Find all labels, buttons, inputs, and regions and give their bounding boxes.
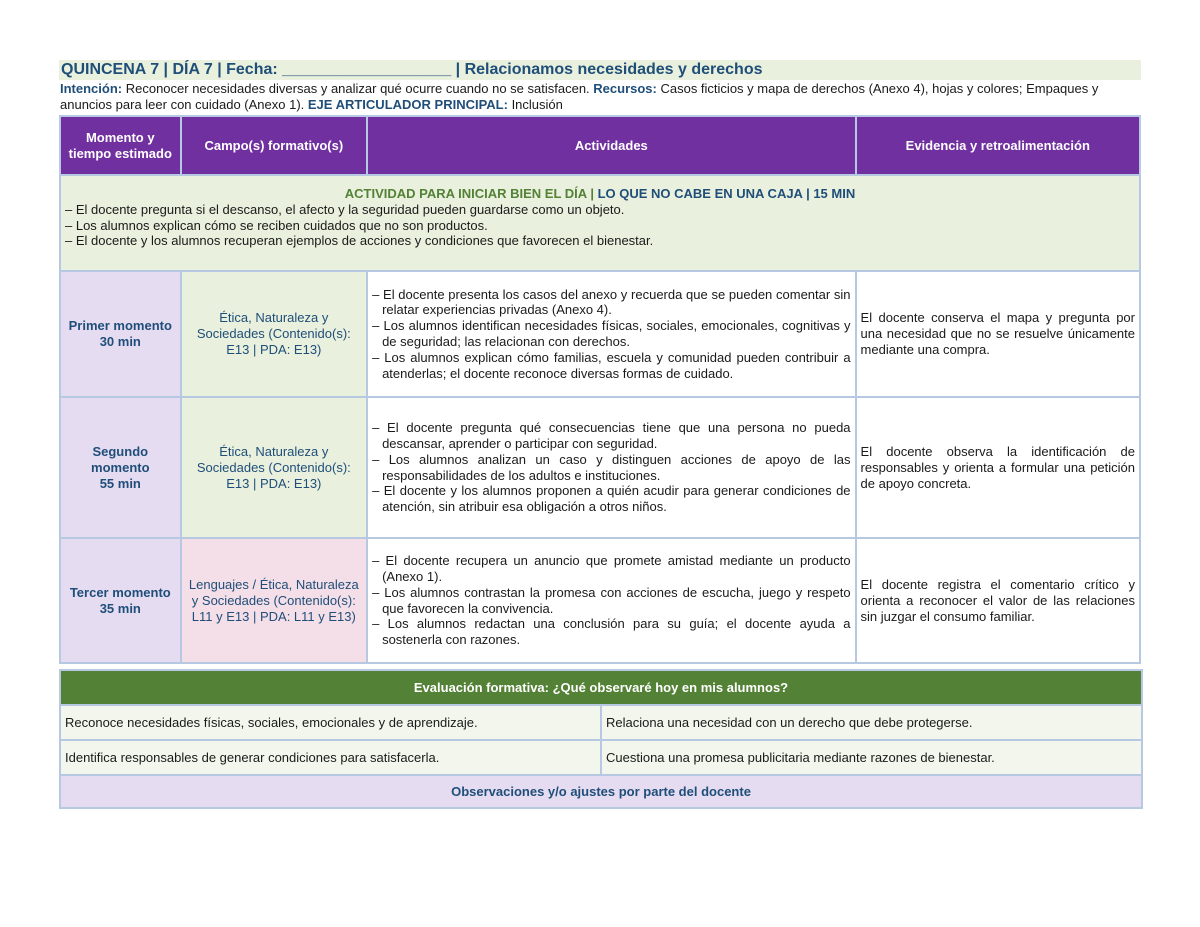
start-activity-name: LO QUE NO CABE EN UNA CAJA | 15 MIN	[597, 186, 856, 201]
table-row	[60, 705, 1142, 740]
intent-paragraph	[59, 80, 1141, 115]
campo-cell: Ética, Naturaleza y Sociedades (Contenido(s): E13 | PDA: E13)	[181, 397, 368, 538]
evaluation-table	[59, 669, 1143, 809]
start-activity-line: – El docente y los alumnos recuperan ejemplos de acciones y condiciones que favorecen el bienestar.	[65, 233, 654, 248]
activity-item: – Los alumnos redactan una conclusión para su guía; el docente ayuda a sostenerla con razones.	[372, 616, 851, 648]
lesson-plan-page	[59, 60, 1141, 809]
moment-name: Primer momento	[68, 318, 172, 333]
activity-item: – Los alumnos contrastan la promesa con acciones de escucha, juego y respeto que favorecen la convivencia.	[372, 584, 851, 616]
resources-label: Recursos:	[593, 81, 657, 96]
activity-item: – El docente pregunta qué consecuencias tiene que una persona no pueda descansar, aprender o participar con seguridad.	[372, 420, 851, 451]
resources-text: Casos ficticios y mapa de derechos (Anexo 4), hojas y colores; Empaques y anuncios para leer con cuidado (Anexo 1).	[60, 81, 1099, 112]
moment-cell	[60, 271, 181, 397]
start-activity-line: – Los alumnos explican cómo se reciben cuidados que no son productos.	[65, 217, 488, 233]
axis-text: Inclusión	[507, 97, 563, 112]
column-header-moment: Momento y tiempo estimado	[60, 116, 181, 175]
moment-time: 30 min	[99, 334, 141, 349]
activities-cell	[367, 271, 855, 397]
moment-name: Tercer momento	[69, 584, 171, 600]
plan-header-row	[60, 116, 1140, 175]
moment-time: 35 min	[99, 600, 141, 616]
evidence-cell: El docente observa la identificación de responsables y orienta a formular una petición de apoyo concreta.	[856, 397, 1140, 538]
observations-heading: Observaciones y/o ajustes por parte del docente	[60, 775, 1142, 808]
start-activity-label: ACTIVIDAD PARA INICIAR BIEN EL DÍA |	[344, 186, 598, 201]
evaluation-item: Identifica responsables de generar condiciones para satisfacerla.	[60, 740, 601, 775]
moment-cell	[60, 397, 181, 538]
activity-item: – Los alumnos identifican necesidades físicas, sociales, emocionales, cognitivas y de seguridad; las relacionan con derechos.	[372, 318, 851, 349]
activity-item: – Los alumnos explican cómo familias, escuela y comunidad pueden contribuir a atenderlas; el docente reconoce diversas formas de cuidado.	[372, 349, 851, 381]
table-row	[60, 538, 1140, 663]
activity-item: – El docente recupera un anuncio que promete amistad mediante un producto (Anexo 1).	[372, 553, 851, 584]
evidence-cell: El docente registra el comentario crítico y orienta a reconocer el valor de las relaciones sin juzgar el consumo familiar.	[856, 538, 1140, 663]
activities-cell	[367, 397, 855, 538]
activities-cell	[367, 538, 855, 663]
evaluation-item: Relaciona una necesidad con un derecho que debe protegerse.	[601, 705, 1142, 740]
campo-cell: Lenguajes / Ética, Naturaleza y Sociedades (Contenido(s): L11 y E13 | PDA: L11 y E13)	[181, 538, 368, 663]
evaluation-item: Reconoce necesidades físicas, sociales, emocionales y de aprendizaje.	[60, 705, 601, 740]
intent-label: Intención:	[60, 81, 123, 96]
evaluation-title: Evaluación formativa: ¿Qué observaré hoy en mis alumnos?	[60, 670, 1142, 705]
intent-text: Reconocer necesidades diversas y analizar qué ocurre cuando no se satisfacen.	[122, 81, 594, 96]
activity-item: – Los alumnos analizan un caso y distinguen acciones de apoyo de las responsabilidades de los adultos e instituciones.	[372, 451, 851, 483]
start-activity-heading	[65, 186, 1135, 202]
moment-name: Segundo momento	[91, 443, 150, 475]
column-header-campo: Campo(s) formativo(s)	[181, 116, 368, 175]
plan-table	[59, 115, 1141, 664]
observations-row	[60, 775, 1142, 808]
evidence-cell: El docente conserva el mapa y pregunta por una necesidad que no se resuelve únicamente mediante una compra.	[856, 271, 1140, 397]
table-row	[60, 740, 1142, 775]
column-header-evidence: Evidencia y retroalimentación	[856, 116, 1140, 175]
page-title: QUINCENA 7 | DÍA 7 | Fecha: ___________________ | Relacionamos necesidades y derechos	[59, 60, 1141, 80]
start-activity-row	[60, 175, 1140, 271]
axis-label: EJE ARTICULADOR PRINCIPAL:	[307, 97, 508, 112]
activity-item: – El docente presenta los casos del anexo y recuerda que se pueden comentar sin relatar experiencias privadas (Anexo 4).	[372, 286, 851, 318]
start-activity-cell	[60, 175, 1140, 271]
table-row	[60, 397, 1140, 538]
moment-time: 55 min	[99, 475, 141, 491]
evaluation-header-row	[60, 670, 1142, 705]
campo-cell: Ética, Naturaleza y Sociedades (Contenido(s): E13 | PDA: E13)	[181, 271, 368, 397]
start-activity-line: – El docente pregunta si el descanso, el afecto y la seguridad pueden guardarse como un objeto.	[65, 202, 625, 217]
moment-cell	[60, 538, 181, 663]
activity-item: – El docente y los alumnos proponen a quién acudir para generar condiciones de atención, sin atribuir esa obligación a otros niños.	[372, 483, 851, 515]
column-header-activities: Actividades	[367, 116, 855, 175]
table-row	[60, 271, 1140, 397]
evaluation-item: Cuestiona una promesa publicitaria mediante razones de bienestar.	[601, 740, 1142, 775]
